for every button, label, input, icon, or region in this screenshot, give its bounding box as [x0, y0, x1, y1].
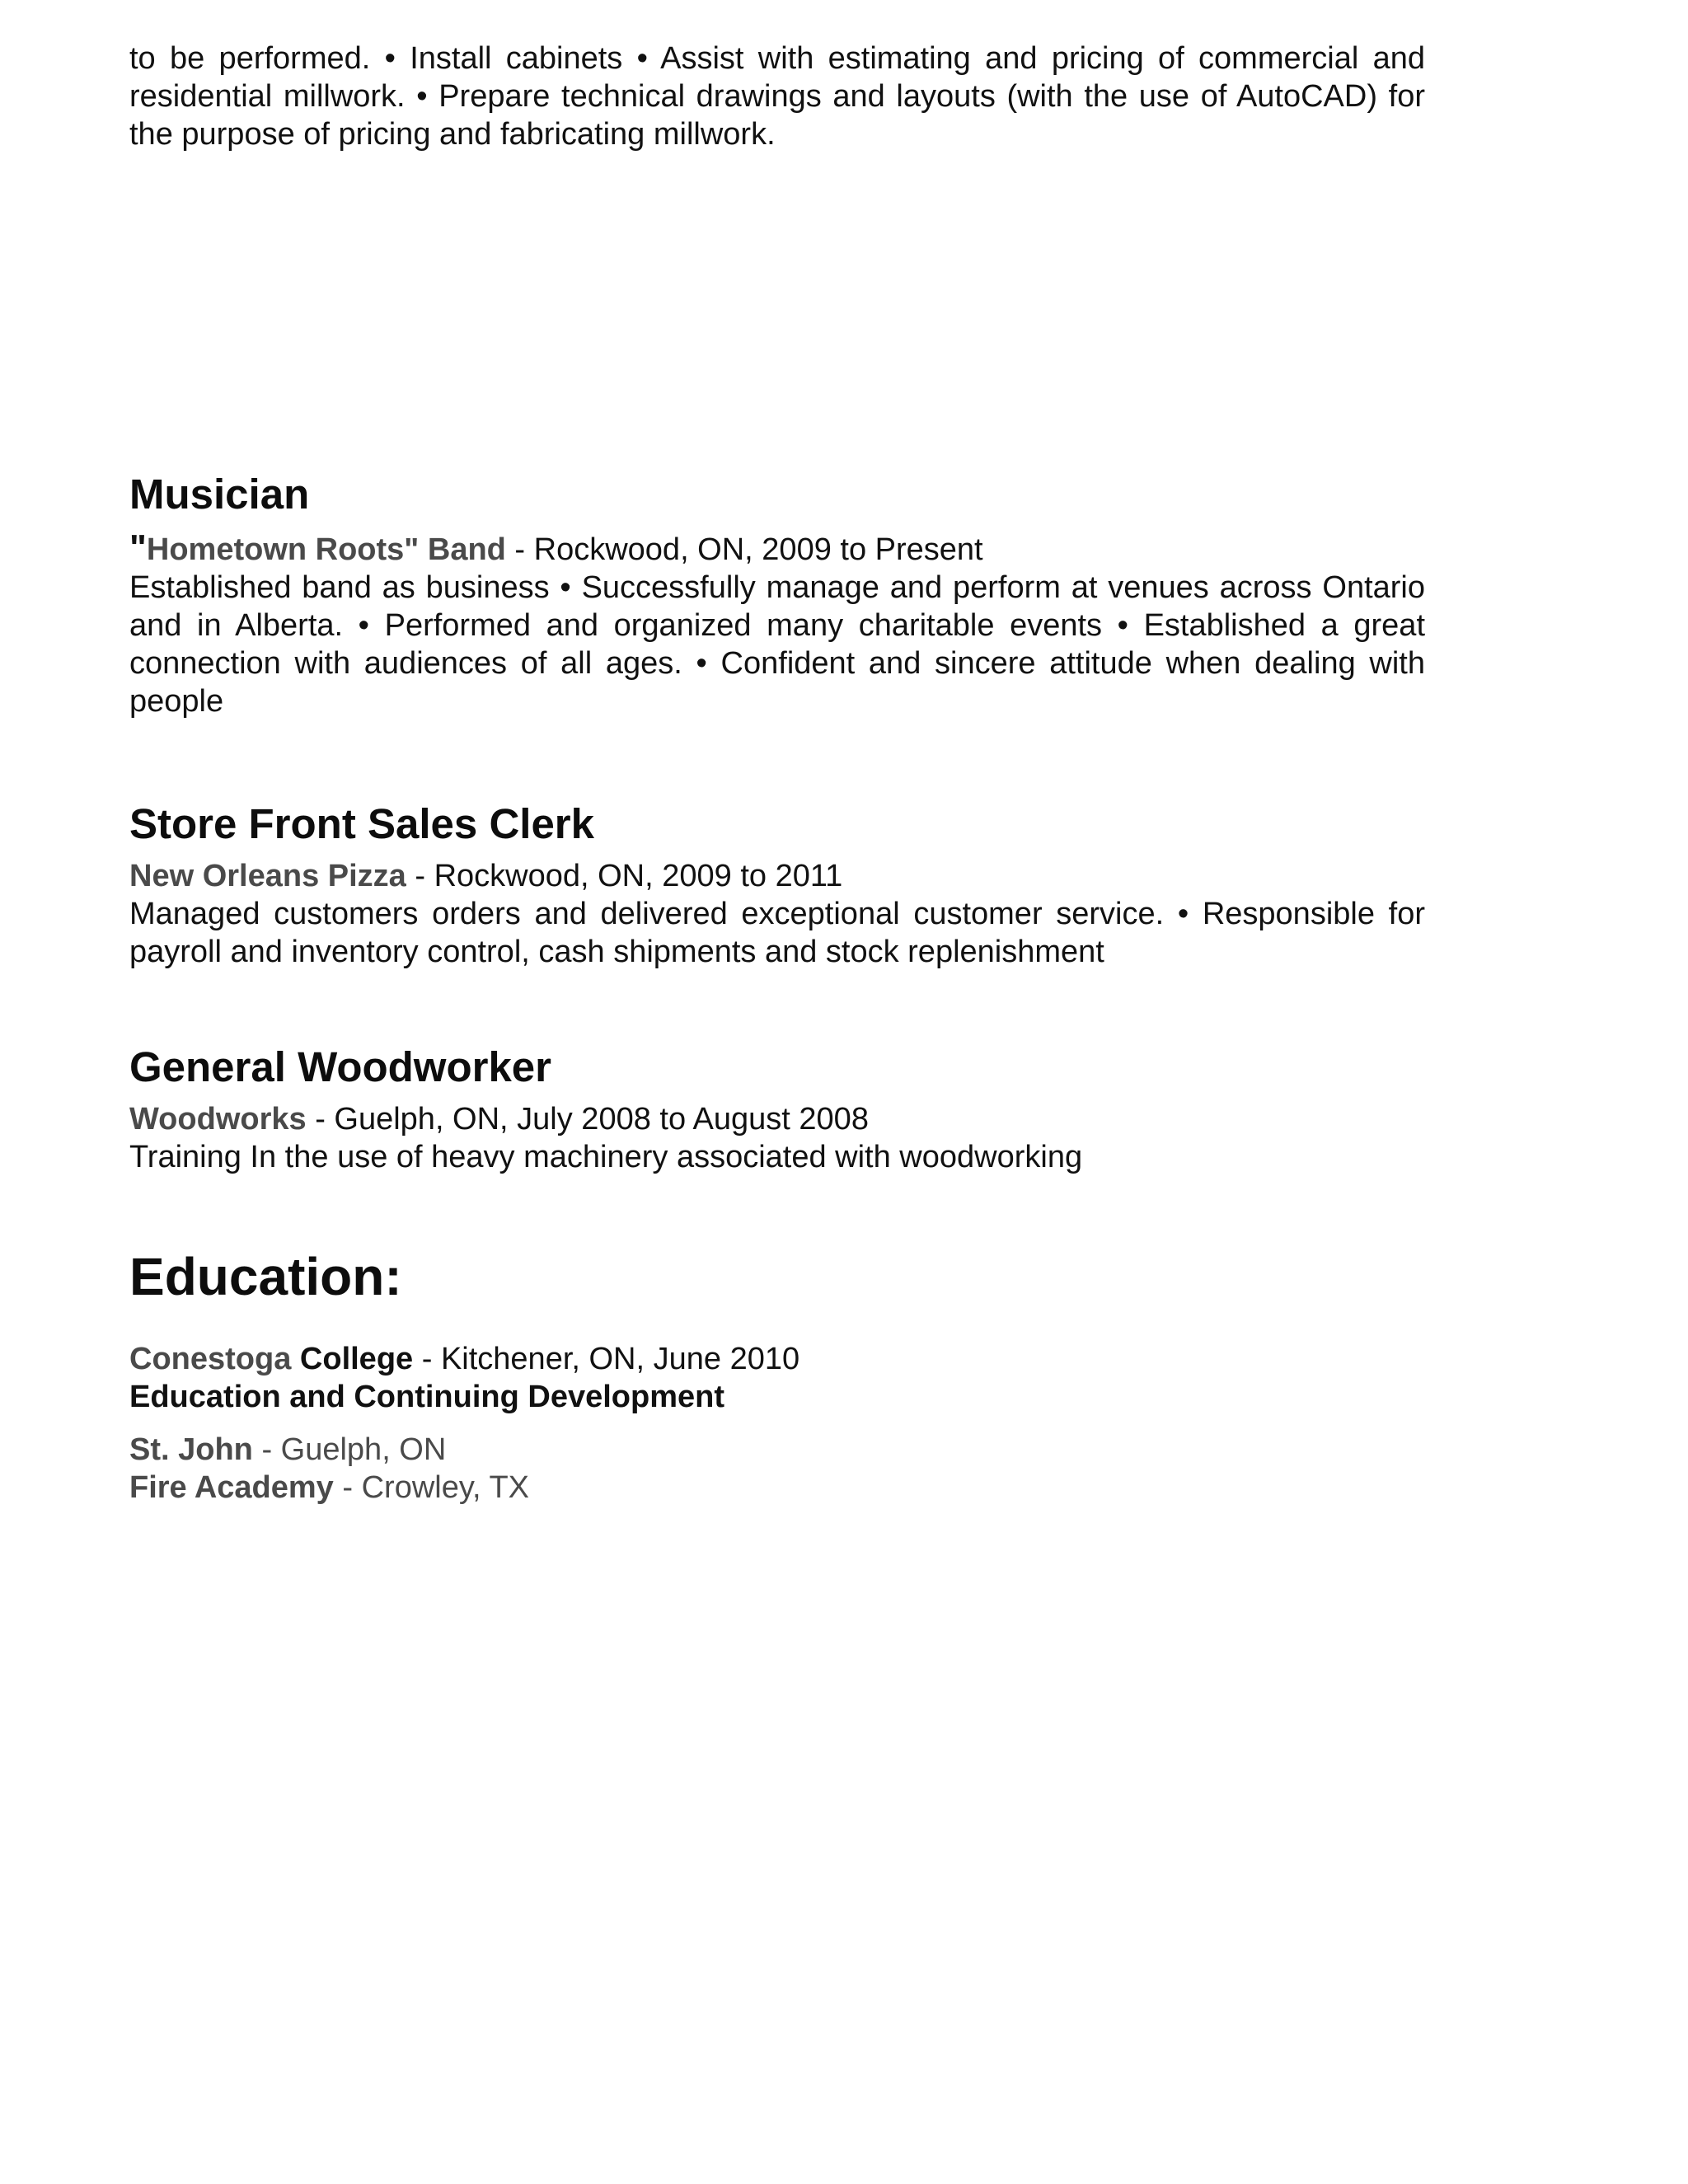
education-heading: Education: [129, 1247, 402, 1306]
education-section [129, 1246, 1425, 1507]
school-name: St. John [129, 1432, 253, 1467]
employer-name: Woodworks [129, 1102, 307, 1137]
employer-location: - Rockwood, ON, 2009 to 2011 [406, 859, 843, 893]
job-woodworker [129, 1043, 1425, 1176]
job-employer [129, 529, 1425, 569]
employer-location: - Guelph, ON, July 2008 to August 2008 [306, 1102, 869, 1137]
school-location: - Kitchener, ON, June 2010 [413, 1342, 800, 1376]
job-description: Managed customers orders and delivered exceptional customer service. • Responsible for payroll and inventory control, cash shipments and stock replenishment [129, 897, 1425, 969]
education-entry [129, 1431, 1425, 1469]
job-musician [129, 470, 1425, 720]
employer-name: New Orleans Pizza [129, 859, 406, 893]
intro-paragraph: to be performed. • Install cabinets • Assist with estimating and pricing of commercial and residential millwork. • Prepare technical drawings and layouts (with the use of AutoCAD) for the purpose of pricing and fabricating millwork. [129, 41, 1425, 152]
job-description: Established band as business • Successfully manage and perform at venues across Ontario and in Alberta. • Performed and organized many charitable events • Established a great connection with audiences of all ages. • Confident and sincere attitude when dealing with people [129, 570, 1425, 719]
job-title: General Woodworker [129, 1043, 552, 1090]
school-location: - Crowley, TX [333, 1470, 530, 1505]
school-location: - Guelph, ON [252, 1432, 447, 1467]
degree-title: Education and Continuing Development [129, 1380, 724, 1414]
quote-mark: " [129, 527, 147, 568]
job-title: Musician [129, 471, 310, 518]
job-employer [129, 857, 1425, 895]
education-entry [129, 1469, 1425, 1507]
education-entry [129, 1340, 1425, 1378]
school-name: Conestoga [129, 1342, 292, 1376]
employer-name: Hometown Roots" Band [146, 532, 506, 567]
school-name: Fire Academy [129, 1470, 334, 1505]
intro-block [129, 40, 1425, 153]
job-description: Training In the use of heavy machinery associated with woodworking [129, 1140, 1083, 1174]
employer-location: - Rockwood, ON, 2009 to Present [505, 532, 983, 567]
school-name-suffix: College [291, 1342, 414, 1376]
job-title: Store Front Sales Clerk [129, 800, 595, 847]
job-employer [129, 1100, 1425, 1138]
job-sales-clerk [129, 799, 1425, 971]
